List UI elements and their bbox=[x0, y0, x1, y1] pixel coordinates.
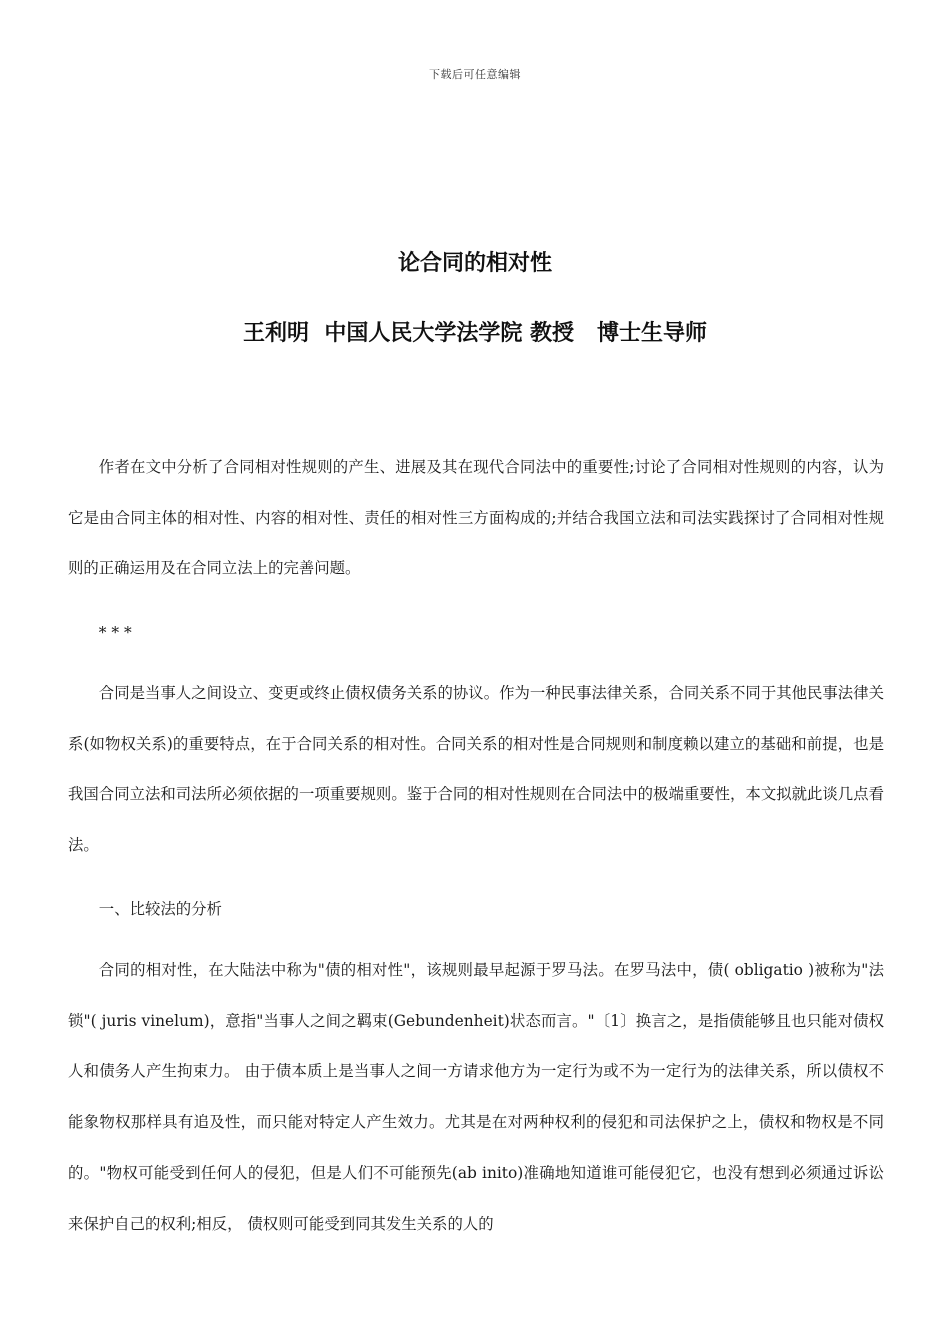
relativity-block bbox=[68, 945, 884, 1249]
abstract-block bbox=[68, 442, 884, 594]
separator-stars: * * * bbox=[98, 624, 132, 642]
abstract-paragraph: 作者在文中分析了合同相对性规则的产生、进展及其在现代合同法中的重要性;讨论了合同相对性规则的内容，认为它是由合同主体的相对性、内容的相对性、责任的相对性三方面构成的;并结合我国立法和司法实践探讨了合同相对性规则的正确运用及在合同立法上的完善问题。 bbox=[68, 458, 884, 578]
relativity-paragraph: 合同的相对性，在大陆法中称为"债的相对性"，该规则最早起源于罗马法。在罗马法中，债( obligatio )被称为"法锁"( juris vinelum)，意指"当事人之间之羁束(Gebundenheit)状态而言。"〔1〕换言之，是指债能够且也只能对债权人和债务人产生拘束力。 由于债本质上是当事人之间一方请求他方为一定行为或不为一定行为的法律关系，所以债权不能象物权那样具有追及性，而只能对特定人产生效力。尤其是在对两种权利的侵犯和司法保护之上，债权和物权是不同的。"物权可能受到任何人的侵犯，但是人们不可能预先(ab inito)准确地知道谁可能侵犯它，也没有想到必须通过诉讼来保护自己的权利;相反， 债权则可能受到同其发生关系的人的 bbox=[68, 961, 884, 1233]
intro-paragraph: 合同是当事人之间设立、变更或终止债权债务关系的协议。作为一种民事法律关系，合同关系不同于其他民事法律关系(如物权关系)的重要特点，在于合同关系的相对性。合同关系的相对性是合同规则和制度赖以建立的基础和前提，也是我国合同立法和司法所必须依据的一项重要规则。鉴于合同的相对性规则在合同法中的极端重要性，本文拟就此谈几点看法。 bbox=[68, 684, 884, 855]
section-heading: 一、比较法的分析 bbox=[98, 900, 222, 918]
separator-block bbox=[68, 608, 884, 659]
header-note: 下载后可任意编辑 bbox=[429, 68, 521, 81]
page-title: 论合同的相对性 bbox=[397, 251, 552, 276]
author-line: 王利明 中国人民大学法学院 教授 博士生导师 bbox=[243, 321, 707, 346]
section-heading-block bbox=[68, 884, 884, 935]
intro-block bbox=[68, 668, 884, 871]
